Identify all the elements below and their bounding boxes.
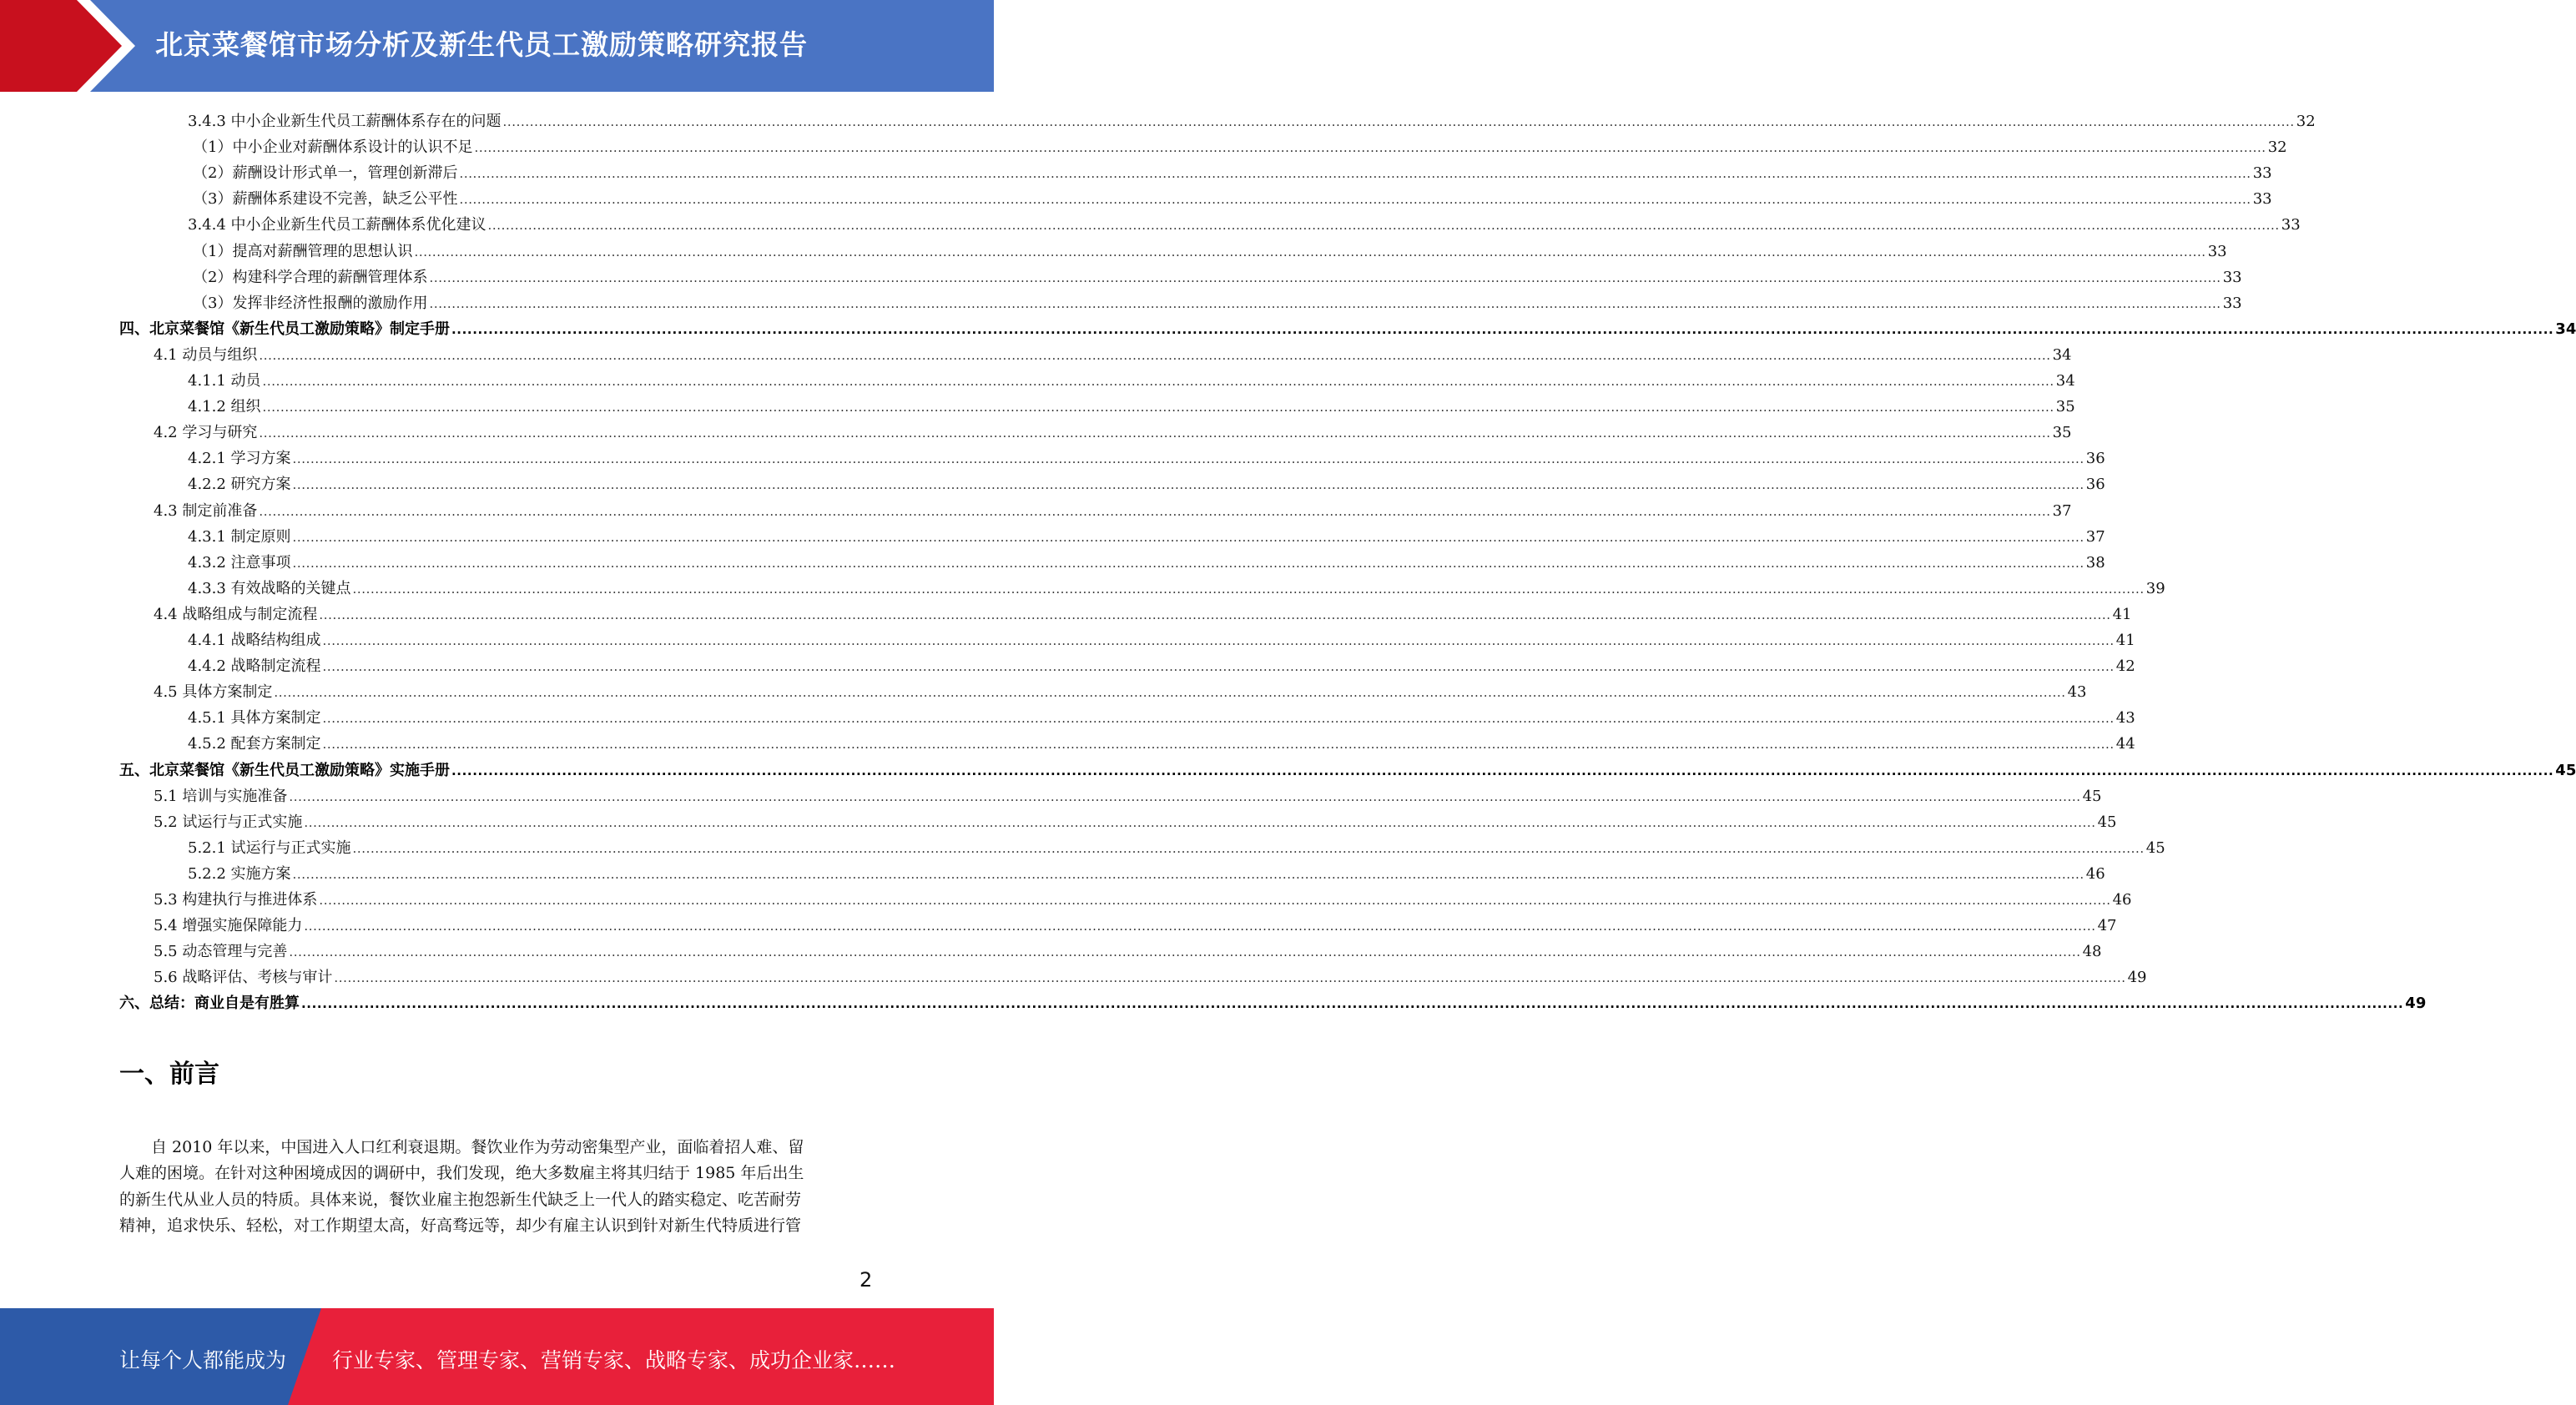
toc-dot-leader: ................................................................................................................................................................................................................................................................................................................................................................................................................ bbox=[292, 866, 2084, 882]
toc-dot-leader: ................................................................................................................................................................................................................................................................................................................................................................................................................ bbox=[292, 451, 2084, 467]
toc-entry-page: 37 bbox=[2052, 501, 2072, 520]
toc-dot-leader: ................................................................................................................................................................................................................................................................................................................................................................................................................ bbox=[289, 944, 2081, 960]
toc-entry-page: 32 bbox=[2267, 138, 2287, 157]
toc-entry[interactable] bbox=[119, 314, 2576, 340]
toc-entry-page: 43 bbox=[2067, 683, 2087, 702]
toc-entry[interactable] bbox=[188, 391, 2075, 417]
toc-entry[interactable] bbox=[188, 365, 2075, 391]
toc-entry[interactable] bbox=[119, 755, 2576, 781]
toc-entry-title: 四、北京菜餐馆《新生代员工激励策略》制定手册 bbox=[119, 320, 450, 338]
toc-entry-title: （1）提高对薪酬管理的思想认识 bbox=[193, 242, 413, 260]
toc-entry-page: 35 bbox=[2052, 424, 2072, 442]
toc-dot-leader: ................................................................................................................................................................................................................................................................................................................................................................................................................ bbox=[262, 400, 2054, 415]
toc-dot-leader: ................................................................................................................................................................................................................................................................................................................................................................................................................ bbox=[304, 814, 2096, 830]
toc-entry[interactable] bbox=[154, 781, 2102, 807]
toc-entry-title: 4.3.2 注意事项 bbox=[188, 553, 291, 572]
toc-entry[interactable] bbox=[188, 106, 2316, 132]
page-footer bbox=[0, 1308, 994, 1405]
toc-entry-title: （2）构建科学合理的薪酬管理体系 bbox=[193, 268, 428, 286]
toc-entry-page: 47 bbox=[2097, 917, 2117, 935]
toc-entry[interactable] bbox=[154, 936, 2102, 962]
toc-dot-leader: ................................................................................................................................................................................................................................................................................................................................................................................................................ bbox=[459, 192, 2251, 208]
toc-entry-page: 45 bbox=[2082, 787, 2102, 805]
toc-entry-title: 4.5.1 具体方案制定 bbox=[188, 709, 321, 728]
paragraph-line: 人难的困境。在针对这种困境成因的调研中，我们发现，绝大多数雇主将其归结于 1985 年后出生 bbox=[119, 1164, 804, 1183]
toc-entry-title: 4.1.2 组织 bbox=[188, 398, 261, 416]
toc-entry-page: 36 bbox=[2085, 450, 2105, 468]
toc-dot-leader: ................................................................................................................................................................................................................................................................................................................................................................................................................ bbox=[459, 166, 2251, 182]
toc-dot-leader: ................................................................................................................................................................................................................................................................................................................................................................................................................ bbox=[319, 893, 2111, 908]
toc-entry-title: 5.3 构建执行与推进体系 bbox=[154, 891, 318, 909]
toc-dot-leader: ................................................................................................................................................................................................................................................................................................................................................................................................................ bbox=[429, 295, 2221, 311]
body-paragraph bbox=[119, 1135, 873, 1240]
toc-entry-title: （3）发挥非经济性报酬的激励作用 bbox=[193, 294, 428, 312]
toc-entry[interactable] bbox=[193, 158, 2272, 184]
page-header bbox=[0, 0, 994, 92]
toc-dot-leader: ................................................................................................................................................................................................................................................................................................................................................................................................................ bbox=[292, 555, 2084, 571]
paragraph-line: 精神，追求快乐、轻松，对工作期望太高，好高骛远等，却少有雇主认识到针对新生代特质进行管 bbox=[119, 1216, 802, 1236]
paragraph-line: 的新生代从业人员的特质。具体来说，餐饮业雇主抱怨新生代缺乏上一代人的踏实稳定、吃苦耐劳 bbox=[119, 1190, 802, 1209]
toc-entry-page: 46 bbox=[2112, 891, 2132, 909]
toc-entry-page: 33 bbox=[2252, 164, 2272, 183]
toc-dot-leader: ................................................................................................................................................................................................................................................................................................................................................................................................................ bbox=[322, 659, 2115, 675]
toc-entry-title: 4.4 战略组成与制定流程 bbox=[154, 605, 318, 623]
footer-slogan-left: 让每个人都能成为 bbox=[119, 1348, 287, 1372]
toc-dot-leader: ................................................................................................................................................................................................................................................................................................................................................................................................................ bbox=[352, 581, 2145, 597]
toc-entry[interactable] bbox=[188, 521, 2105, 547]
toc-entry-page: 33 bbox=[2281, 216, 2301, 234]
toc-entry[interactable] bbox=[193, 236, 2227, 262]
toc-dot-leader: ................................................................................................................................................................................................................................................................................................................................................................................................................ bbox=[304, 919, 2096, 934]
toc-dot-leader: ................................................................................................................................................................................................................................................................................................................................................................................................................ bbox=[322, 633, 2115, 648]
toc-entry-title: 4.3.1 制定原则 bbox=[188, 527, 291, 546]
toc-entry-page: 37 bbox=[2085, 527, 2105, 546]
toc-entry-page: 36 bbox=[2085, 476, 2105, 494]
toc-entry-title: 5.2 试运行与正式实施 bbox=[154, 813, 303, 831]
toc-dot-leader: ................................................................................................................................................................................................................................................................................................................................................................................................................ bbox=[259, 426, 2051, 441]
toc-entry[interactable] bbox=[188, 573, 2165, 599]
paragraph-line: 自 2010 年以来，中国进入人口红利衰退期。餐饮业作为劳动密集型产业，面临着招人难、留 bbox=[119, 1138, 804, 1156]
section-heading: 一、前言 bbox=[119, 1060, 219, 1089]
toc-dot-leader: ................................................................................................................................................................................................................................................................................................................................................................................................................ bbox=[301, 996, 2404, 1012]
toc-dot-leader: ................................................................................................................................................................................................................................................................................................................................................................................................................ bbox=[322, 711, 2115, 727]
toc-entry[interactable] bbox=[154, 496, 2072, 521]
toc-entry[interactable] bbox=[119, 988, 2427, 1014]
toc-entry[interactable] bbox=[193, 288, 2242, 314]
toc-entry-page: 45 bbox=[2555, 761, 2576, 779]
toc-entry-title: 4.5.2 配套方案制定 bbox=[188, 735, 321, 753]
toc-entry-title: 3.4.4 中小企业新生代员工薪酬体系优化建议 bbox=[188, 216, 486, 234]
toc-entry[interactable] bbox=[188, 702, 2135, 728]
toc-entry-title: 4.1 动员与组织 bbox=[154, 345, 258, 364]
toc-entry-title: （1）中小企业对薪酬体系设计的认识不足 bbox=[193, 138, 473, 157]
toc-entry[interactable] bbox=[154, 910, 2117, 936]
toc-entry-page: 49 bbox=[2127, 969, 2147, 987]
toc-entry[interactable] bbox=[154, 677, 2087, 702]
toc-entry-page: 33 bbox=[2252, 190, 2272, 209]
toc-entry-page: 32 bbox=[2296, 113, 2316, 130]
toc-entry[interactable] bbox=[154, 417, 2072, 443]
toc-entry-title: 五、北京菜餐馆《新生代员工激励策略》实施手册 bbox=[119, 761, 450, 779]
toc-entry-page: 39 bbox=[2145, 579, 2165, 597]
toc-entry-page: 44 bbox=[2115, 735, 2135, 753]
red-chevron-decoration bbox=[0, 0, 134, 92]
toc-entry-page: 41 bbox=[2115, 632, 2135, 649]
toc-entry[interactable] bbox=[154, 962, 2147, 988]
toc-dot-leader: ................................................................................................................................................................................................................................................................................................................................................................................................................ bbox=[429, 269, 2221, 285]
toc-entry-title: 5.2.2 实施方案 bbox=[188, 864, 291, 883]
toc-entry[interactable] bbox=[193, 262, 2242, 288]
toc-dot-leader: ................................................................................................................................................................................................................................................................................................................................................................................................................ bbox=[259, 503, 2051, 519]
toc-dot-leader: ................................................................................................................................................................................................................................................................................................................................................................................................................ bbox=[292, 477, 2084, 493]
toc-entry[interactable] bbox=[188, 209, 2301, 235]
toc-entry-title: 4.5 具体方案制定 bbox=[154, 683, 273, 702]
toc-entry-page: 34 bbox=[2555, 320, 2576, 338]
toc-entry[interactable] bbox=[188, 833, 2165, 859]
toc-dot-leader: ................................................................................................................................................................................................................................................................................................................................................................................................................ bbox=[319, 607, 2111, 622]
toc-entry[interactable] bbox=[188, 728, 2135, 754]
toc-entry-page: 49 bbox=[2405, 995, 2427, 1013]
toc-entry[interactable] bbox=[193, 184, 2272, 209]
toc-entry-page: 48 bbox=[2082, 943, 2102, 961]
toc-entry-title: 4.2.1 学习方案 bbox=[188, 450, 291, 468]
toc-entry[interactable] bbox=[188, 625, 2135, 651]
toc-entry-title: 5.1 培训与实施准备 bbox=[154, 787, 288, 805]
toc-entry-title: 4.3.3 有效战略的关键点 bbox=[188, 579, 351, 597]
toc-entry-title: 4.3 制定前准备 bbox=[154, 501, 258, 520]
toc-entry-title: （2）薪酬设计形式单一，管理创新滞后 bbox=[193, 164, 458, 183]
toc-entry-page: 33 bbox=[2207, 242, 2227, 260]
toc-dot-leader: ................................................................................................................................................................................................................................................................................................................................................................................................................ bbox=[352, 840, 2145, 856]
toc-entry-page: 38 bbox=[2085, 553, 2105, 572]
toc-entry-title: 4.4.2 战略制定流程 bbox=[188, 657, 321, 676]
toc-dot-leader: ................................................................................................................................................................................................................................................................................................................................................................................................................ bbox=[451, 321, 2554, 337]
toc-entry-title: 六、总结：商业自是有胜算 bbox=[119, 995, 300, 1013]
toc-entry[interactable] bbox=[154, 599, 2132, 625]
toc-dot-leader: ................................................................................................................................................................................................................................................................................................................................................................................................................ bbox=[259, 347, 2051, 363]
toc-dot-leader: ................................................................................................................................................................................................................................................................................................................................................................................................................ bbox=[262, 374, 2054, 389]
toc-entry-page: 34 bbox=[2052, 345, 2072, 364]
toc-entry-page: 42 bbox=[2115, 657, 2135, 676]
toc-entry-title: 5.2.1 试运行与正式实施 bbox=[188, 838, 351, 857]
page-number: 2 bbox=[860, 1268, 873, 1292]
toc-entry[interactable] bbox=[193, 132, 2287, 158]
report-title: 北京菜餐馆市场分析及新生代员工激励策略研究报告 bbox=[155, 28, 808, 61]
toc-entry-title: 5.4 增强实施保障能力 bbox=[154, 917, 303, 935]
toc-dot-leader: ................................................................................................................................................................................................................................................................................................................................................................................................................ bbox=[414, 244, 2206, 259]
toc-entry-title: 4.2.2 研究方案 bbox=[188, 476, 291, 494]
toc-dot-leader: ................................................................................................................................................................................................................................................................................................................................................................................................................ bbox=[334, 970, 2126, 986]
toc-entry-title: 4.4.1 战略结构组成 bbox=[188, 632, 321, 649]
toc-dot-leader: ................................................................................................................................................................................................................................................................................................................................................................................................................ bbox=[474, 140, 2266, 156]
toc-dot-leader: ................................................................................................................................................................................................................................................................................................................................................................................................................ bbox=[502, 114, 2295, 129]
toc-entry-title: 3.4.3 中小企业新生代员工薪酬体系存在的问题 bbox=[188, 113, 502, 130]
toc-entry-title: 5.6 战略评估、考核与审计 bbox=[154, 969, 333, 987]
toc-entry[interactable] bbox=[188, 651, 2135, 677]
toc-entry-title: 4.2 学习与研究 bbox=[154, 424, 258, 442]
toc-entry-page: 35 bbox=[2055, 398, 2075, 416]
toc-entry[interactable] bbox=[154, 807, 2117, 833]
footer-slogan-right: 行业专家、管理专家、营销专家、战略专家、成功企业家…… bbox=[332, 1348, 896, 1372]
toc-entry-title: 5.5 动态管理与完善 bbox=[154, 943, 288, 961]
toc-dot-leader: ................................................................................................................................................................................................................................................................................................................................................................................................................ bbox=[451, 763, 2554, 778]
toc-entry[interactable] bbox=[154, 340, 2072, 365]
toc-entry-page: 41 bbox=[2112, 605, 2132, 623]
toc-entry[interactable] bbox=[154, 884, 2132, 910]
toc-dot-leader: ................................................................................................................................................................................................................................................................................................................................................................................................................ bbox=[292, 529, 2084, 545]
toc-entry-page: 45 bbox=[2097, 813, 2117, 831]
toc-dot-leader: ................................................................................................................................................................................................................................................................................................................................................................................................................ bbox=[289, 788, 2081, 804]
toc-entry-page: 33 bbox=[2222, 294, 2242, 312]
toc-entry-page: 34 bbox=[2055, 372, 2075, 390]
toc-entry[interactable] bbox=[188, 859, 2105, 884]
toc-entry-page: 46 bbox=[2085, 864, 2105, 883]
toc-entry-title: 4.1.1 动员 bbox=[188, 372, 261, 390]
toc-entry[interactable] bbox=[188, 469, 2105, 495]
toc-entry[interactable] bbox=[188, 443, 2105, 469]
toc-entry-title: （3）薪酬体系建设不完善，缺乏公平性 bbox=[193, 190, 458, 209]
toc-entry-page: 33 bbox=[2222, 268, 2242, 286]
toc-entry[interactable] bbox=[188, 547, 2105, 573]
toc-entry-page: 45 bbox=[2145, 838, 2165, 857]
toc-entry-page: 43 bbox=[2115, 709, 2135, 728]
toc-dot-leader: ................................................................................................................................................................................................................................................................................................................................................................................................................ bbox=[487, 218, 2280, 234]
toc-dot-leader: ................................................................................................................................................................................................................................................................................................................................................................................................................ bbox=[274, 685, 2066, 701]
toc-dot-leader: ................................................................................................................................................................................................................................................................................................................................................................................................................ bbox=[322, 737, 2115, 753]
